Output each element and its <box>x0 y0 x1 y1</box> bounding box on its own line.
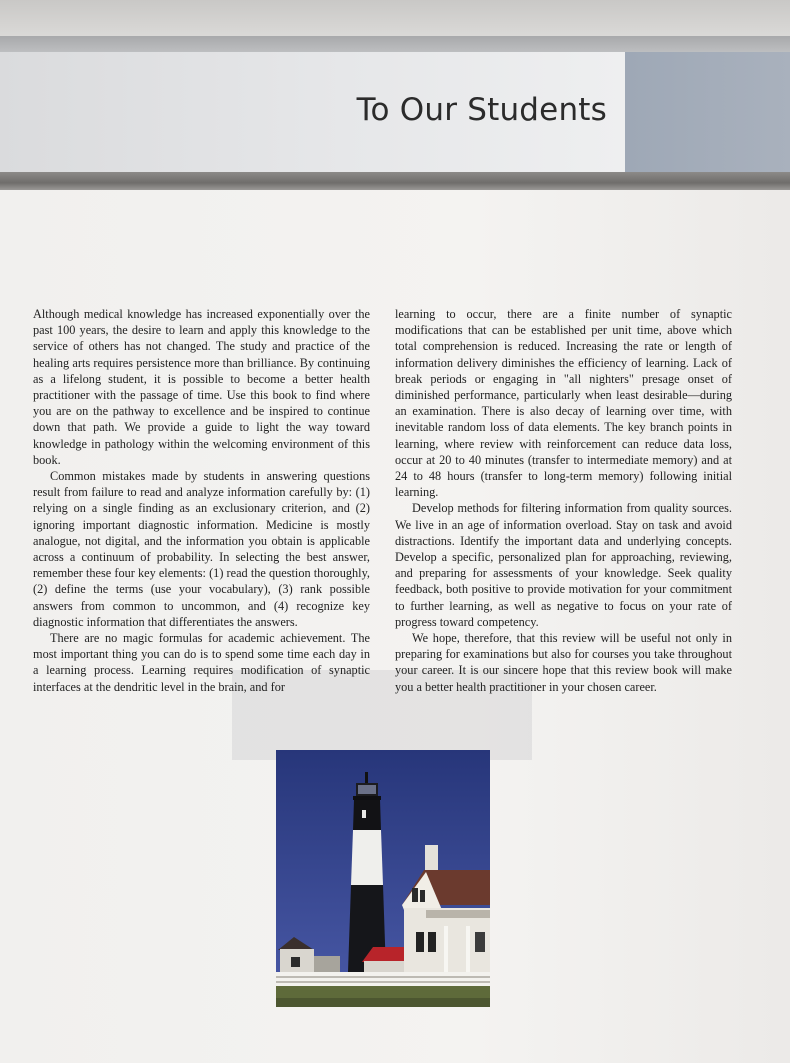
header-stripe <box>0 36 790 52</box>
page-title: To Our Students <box>356 92 607 128</box>
paragraph: Common mistakes made by students in answering questions result from failure to read and analyze information carefully by: (1) relying on a single finding as an exclusionary criterion, and (2) ignoring important diagnostic information. Medicine is mostly analogue, not digital, and the information you obtain is applicable across a continuum of probability. In selecting the best answer, remember these four key elements: (1) read the question thoroughly, (2) define the terms (use your vocabulary), (3) rank possible answers from common to uncommon, and (4) recognize key diagnostic information that differentiates the answers. <box>33 469 370 629</box>
picket-fence <box>276 972 490 986</box>
background-top <box>0 0 790 40</box>
lighthouse-photo <box>276 750 490 1007</box>
grass-shadow <box>276 998 490 1007</box>
paragraph: We hope, therefore, that this review will be useful not only in preparing for examinations but also for courses you take throughout your career. It is our sincere hope that this review book will make you a better health practitioner in your chosen career. <box>395 631 732 694</box>
title-band-shadow <box>0 172 790 190</box>
paragraph: Although medical knowledge has increased exponentially over the past 100 years, the desire to learn and apply this knowledge to the service of others has not changed. The study and practice of the healing arts requires persistence more than brilliance. By continuing as a lifelong student, it is possible to become a better health practitioner with the passage of time. Use this book to find where you are on the pathway to excellence and be inspired to continue down that path. We provide a guide to light the way toward knowledge in pathology within the welcoming environment of this book. <box>33 307 370 467</box>
right-text-column <box>395 306 732 695</box>
title-band-accent <box>625 52 790 172</box>
paragraph: There are no magic formulas for academic achievement. The most important thing you can do is to spend some time each day in a learning process. Learning requires modification of synaptic interfaces at the dendritic level in the brain, and for <box>33 631 370 694</box>
left-text-column <box>33 306 370 695</box>
paragraph: Develop methods for filtering information from quality sources. We live in an age of information overload. Stay on task and avoid distractions. Identify the important data and underlying concepts. Develop a specific, personalized plan for approaching, reviewing, and preparing for assessments of your knowledge. Seek quality feedback, both positive to provide motivation for your commitment to further learning, as well as negative to focus on your rate of progress toward competency. <box>395 501 732 629</box>
lighthouse-illustration <box>276 750 490 1007</box>
paragraph: learning to occur, there are a finite number of synaptic modifications that can be established per unit time, above which total comprehension is reduced. Increasing the rate or length of information delivery diminishes the efficiency of learning. Lack of break periods or engaging in "all nighters" presage onset of diminished performance, particularly when least desirable—during an examination. There is also decay of learning over time, with inevitable random loss of data elements. The key branch points in learning, where review with reinforcement can reduce data loss, occur at 20 to 40 minutes (transfer to intermediate memory) and at 24 to 48 hours (transfer to long-term memory) following initial learning. <box>395 307 732 500</box>
